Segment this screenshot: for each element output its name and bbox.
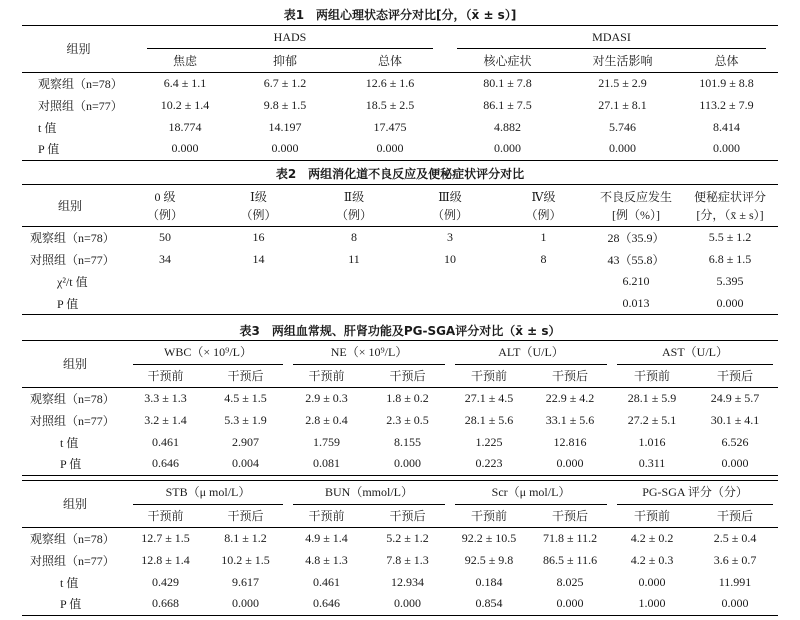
- row-label: 对照组（n=77）: [30, 413, 115, 428]
- table-cell: 1.000: [638, 596, 666, 611]
- row-label: P 值: [57, 296, 79, 311]
- pre-intervention-header: 干预前: [612, 365, 692, 387]
- table-cell: 18.5 ± 2.5: [365, 97, 415, 112]
- grade-1-unit: （例）: [240, 207, 277, 222]
- stb-label: STB（μ mol/L）: [133, 481, 283, 505]
- table-cell: 17.475: [373, 119, 407, 134]
- bun-label: BUN（mmol/L）: [293, 481, 445, 505]
- table-cell: [212, 271, 305, 293]
- mdasi-group-header: [445, 26, 778, 50]
- grade-2-unit: （例）: [335, 207, 372, 222]
- table-cell: [497, 271, 590, 293]
- table-cell: 21.5 ± 2.9: [598, 75, 647, 90]
- table-cell: 4.2 ± 0.3: [630, 552, 674, 567]
- adverse-reaction-header: [590, 185, 682, 227]
- pg-sga-label: PG-SGA 评分（分）: [617, 481, 773, 505]
- alt-group-header: [450, 341, 612, 366]
- table-cell: 0.000: [713, 141, 740, 156]
- pg-sga-group-header: [612, 481, 778, 506]
- table-row: [22, 409, 778, 431]
- scr-label: Scr（μ mol/L）: [455, 481, 607, 505]
- table-cell: 18.774: [168, 119, 202, 134]
- table-row: [22, 527, 778, 549]
- table-cell: [403, 271, 497, 293]
- table-cell: 10: [444, 252, 456, 266]
- pre-intervention-header: 干预前: [128, 505, 203, 527]
- grade-4-label: Ⅳ级: [531, 189, 556, 204]
- table-cell: 6.526: [721, 434, 749, 449]
- table-cell: 0.000: [271, 141, 299, 156]
- adverse-reaction-label: 不良反应发生: [599, 189, 672, 204]
- table-cell: 12.816: [553, 434, 587, 449]
- table-1: [22, 25, 778, 161]
- table-cell: 50: [159, 230, 171, 245]
- table-cell: 27.1 ± 4.5: [464, 390, 514, 405]
- table-row: [22, 94, 778, 116]
- table-cell: 0.311: [638, 456, 666, 471]
- table-2-body: [22, 227, 778, 315]
- row-label: 观察组（n=78）: [30, 391, 115, 406]
- table-cell: 0.000: [638, 574, 666, 589]
- table-cell: 2.3 ± 0.5: [386, 412, 429, 427]
- table-cell: 12.7 ± 1.5: [141, 530, 190, 545]
- table-3-title: 表3 两组血常规、肝肾功能及PG-SGA评分对比（x̄ ± s）: [239, 324, 561, 338]
- hads-total-header: 总体: [335, 49, 445, 72]
- table-cell: 8.1 ± 1.2: [224, 530, 267, 545]
- table-cell: 2.8 ± 0.4: [305, 412, 348, 427]
- table-cell: [403, 293, 497, 315]
- table-cell: 10.2 ± 1.5: [221, 552, 270, 567]
- row-label: 观察组（n=78）: [30, 531, 115, 546]
- table-cell: 4.9 ± 1.4: [305, 530, 348, 545]
- table-cell: 2.9 ± 0.3: [305, 390, 348, 405]
- ast-label: AST（U/L）: [617, 341, 773, 365]
- table-cell: [497, 293, 590, 315]
- table-cell: 92.2 ± 10.5: [461, 530, 517, 545]
- table-row: [22, 387, 778, 409]
- table-cell: 0.000: [394, 456, 422, 471]
- table-cell: 0.461: [313, 574, 340, 589]
- table-cell: 16: [252, 230, 265, 245]
- table-row: [22, 72, 778, 94]
- table-cell: 4.5 ± 1.5: [224, 390, 267, 405]
- table-3-part-a: [22, 340, 778, 476]
- table-2-title: 表2 两组消化道不良反应及便秘症状评分对比: [275, 167, 525, 181]
- grade-3-unit: （例）: [431, 207, 468, 222]
- post-intervention-header: 干预后: [528, 505, 612, 527]
- table-cell: 3.6 ± 0.7: [713, 552, 757, 567]
- table-cell: 2.907: [232, 434, 259, 449]
- grade-1-label: Ⅰ级: [250, 189, 267, 204]
- table-cell: 9.617: [232, 574, 259, 589]
- table-cell: 6.8 ± 1.5: [708, 252, 752, 266]
- table-cell: 101.9 ± 8.8: [699, 75, 754, 90]
- table-cell: 4.8 ± 1.3: [305, 552, 348, 567]
- table-cell: [118, 293, 212, 315]
- table-cell: 71.8 ± 11.2: [542, 530, 598, 545]
- table-row: [22, 249, 778, 271]
- table-cell: 3.3 ± 1.3: [144, 390, 187, 405]
- table-cell: 24.9 ± 5.7: [710, 390, 760, 405]
- table-cell: 12.934: [391, 574, 424, 589]
- table-cell: 0.000: [556, 456, 584, 471]
- table-cell: 0.646: [152, 456, 179, 471]
- table-cell: 28.1 ± 5.6: [464, 412, 514, 427]
- table-cell: 1.016: [638, 434, 666, 449]
- table-cell: 1.8 ± 0.2: [386, 390, 429, 405]
- table-1-title: 表1 两组心理状态评分对比[分，（x̄ ± s）]: [283, 8, 517, 22]
- row-label: 对照组（n=77）: [30, 253, 115, 267]
- table-cell: 34: [159, 252, 171, 266]
- stat-row: [22, 453, 778, 475]
- pre-intervention-header: 干预前: [128, 365, 203, 387]
- pre-intervention-header: 干预前: [450, 505, 528, 527]
- table-cell: 7.8 ± 1.3: [386, 552, 429, 567]
- stat-row: [22, 138, 778, 160]
- table-cell: 0.000: [721, 456, 749, 471]
- group-column-header: 组别: [22, 26, 135, 73]
- table-cell: 0.429: [152, 574, 179, 589]
- row-label: t 值: [60, 435, 79, 450]
- table-cell: [305, 293, 403, 315]
- grade-4-header: [497, 185, 590, 227]
- table-cell: 11.991: [718, 574, 752, 589]
- table-cell: 1.225: [475, 434, 503, 449]
- mdasi-label: MDASI: [457, 26, 766, 49]
- table-cell: 27.2 ± 5.1: [627, 412, 677, 427]
- post-intervention-header: 干预后: [365, 365, 450, 387]
- table-cell: 8.155: [394, 434, 422, 449]
- pre-intervention-header: 干预前: [288, 365, 365, 387]
- mdasi-life-impact-header: 对生活影响: [570, 49, 675, 72]
- scr-group-header: [450, 481, 612, 506]
- row-label: 观察组（n=78）: [38, 76, 123, 91]
- stat-row: [22, 293, 778, 315]
- table-cell: [118, 271, 212, 293]
- table-3-part-b: [22, 480, 778, 616]
- table-cell: 28（35.9）: [607, 231, 665, 246]
- pre-intervention-header: 干预前: [288, 505, 365, 527]
- group-column-header: 组别: [22, 341, 128, 388]
- table-cell: 0.000: [721, 596, 749, 611]
- table-cell: 0.000: [376, 141, 404, 156]
- table-cell: 0.668: [152, 596, 179, 611]
- table-cell: 6.210: [622, 274, 650, 288]
- post-intervention-header: 干预后: [203, 365, 288, 387]
- grade-3-header: [403, 185, 497, 227]
- table-row: [22, 549, 778, 571]
- table-cell: [212, 293, 305, 315]
- constipation-score-header: [682, 185, 778, 227]
- table-cell: 92.5 ± 9.8: [464, 552, 514, 567]
- table-cell: 8: [351, 230, 357, 245]
- table-cell: 0.081: [313, 456, 341, 471]
- table-cell: 0.000: [171, 141, 199, 156]
- table-cell: 6.7 ± 1.2: [263, 75, 307, 90]
- stat-row: [22, 431, 778, 453]
- table-cell: 0.000: [394, 596, 421, 611]
- adverse-reaction-unit: [例（%）]: [612, 207, 660, 222]
- bun-group-header: [288, 481, 450, 506]
- grade-2-label: Ⅱ级: [343, 189, 365, 204]
- alt-label: ALT（U/L）: [455, 341, 607, 365]
- table-cell: [305, 271, 403, 293]
- stat-row: [22, 571, 778, 593]
- constipation-score-unit: [分，（x̄ ± s）]: [696, 207, 764, 222]
- grade-0-unit: （例）: [146, 207, 183, 222]
- row-label: t 值: [38, 120, 57, 135]
- table-cell: 1.759: [313, 434, 341, 449]
- hads-anxiety-header: 焦虑: [135, 49, 235, 72]
- grade-2-header: [305, 185, 403, 227]
- table-cell: 0.004: [232, 456, 259, 471]
- table-cell: 5.5 ± 1.2: [708, 230, 752, 245]
- table-cell: 12.8 ± 1.4: [141, 552, 190, 567]
- post-intervention-header: 干预后: [528, 365, 612, 387]
- table-cell: 8.414: [713, 119, 740, 134]
- table-1-body: [22, 72, 778, 160]
- row-label: 对照组（n=77）: [38, 98, 123, 113]
- table-cell: 14.197: [268, 119, 302, 134]
- table-cell: 5.746: [609, 119, 636, 134]
- ast-group-header: [612, 341, 778, 366]
- hads-depression-header: 抑郁: [235, 49, 335, 72]
- hads-label: HADS: [147, 26, 433, 49]
- table-cell: 80.1 ± 7.8: [483, 75, 532, 90]
- row-label: 观察组（n=78）: [30, 231, 115, 246]
- table-cell: 4.2 ± 0.2: [630, 530, 674, 545]
- grade-0-label: 0 级: [154, 189, 176, 204]
- table-cell: 0.184: [475, 574, 503, 589]
- row-label: 对照组（n=77）: [30, 553, 115, 568]
- row-label: P 值: [38, 142, 60, 157]
- hads-group-header: [135, 26, 445, 50]
- table-3-part-b-body: [22, 527, 778, 615]
- table-cell: 3: [447, 230, 453, 245]
- constipation-score-label: 便秘症状评分: [693, 189, 766, 204]
- table-cell: 11: [348, 252, 360, 266]
- table-cell: 8: [540, 252, 547, 266]
- table-cell: 12.6 ± 1.6: [365, 75, 415, 90]
- table-cell: 3.2 ± 1.4: [144, 412, 187, 427]
- table-cell: 1: [540, 230, 547, 245]
- table-cell: 8.025: [556, 574, 584, 589]
- table-cell: 0.000: [556, 596, 584, 611]
- table-cell: 43（55.8）: [607, 253, 665, 267]
- stat-row: [22, 593, 778, 615]
- table-cell: 0.854: [475, 596, 503, 611]
- post-intervention-header: 干预后: [203, 505, 288, 527]
- grade-1-header: [212, 185, 305, 227]
- table-cell: 5.2 ± 1.2: [386, 530, 429, 545]
- grade-4-unit: （例）: [525, 207, 562, 222]
- wbc-label: WBC（× 10⁹/L）: [133, 341, 283, 365]
- table-cell: 0.000: [232, 596, 259, 611]
- wbc-group-header: [128, 341, 288, 366]
- table-cell: 9.8 ± 1.5: [263, 97, 307, 112]
- table-cell: 2.5 ± 0.4: [713, 530, 757, 545]
- table-cell: 28.1 ± 5.9: [627, 390, 677, 405]
- table-cell: 10.2 ± 1.4: [160, 97, 210, 112]
- table-cell: 14: [252, 252, 265, 266]
- post-intervention-header: 干预后: [692, 505, 778, 527]
- ne-label: NE（× 10⁹/L）: [293, 341, 445, 365]
- table-cell: 5.3 ± 1.9: [224, 412, 267, 427]
- table-cell: 0.013: [622, 295, 650, 310]
- table-cell: 0.461: [152, 434, 179, 449]
- table-cell: 6.4 ± 1.1: [163, 75, 207, 90]
- table-cell: 33.1 ± 5.6: [545, 412, 595, 427]
- table-cell: 0.000: [609, 141, 636, 156]
- grade-0-header: [118, 185, 212, 227]
- pre-intervention-header: 干预前: [450, 365, 528, 387]
- table-cell: 5.395: [716, 274, 744, 288]
- table-cell: 86.1 ± 7.5: [483, 97, 532, 112]
- table-cell: 27.1 ± 8.1: [598, 97, 647, 112]
- table-cell: 113.2 ± 7.9: [699, 97, 754, 112]
- table-row: [22, 227, 778, 249]
- ne-group-header: [288, 341, 450, 366]
- table-2: [22, 184, 778, 315]
- table-cell: 0.223: [475, 456, 503, 471]
- post-intervention-header: 干预后: [365, 505, 450, 527]
- mdasi-total-header: 总体: [675, 49, 778, 72]
- row-label: t 值: [60, 575, 79, 590]
- stb-group-header: [128, 481, 288, 506]
- row-label: P 值: [60, 457, 82, 472]
- post-intervention-header: 干预后: [692, 365, 778, 387]
- stat-row: [22, 116, 778, 138]
- mdasi-core-symptoms-header: 核心症状: [445, 49, 570, 72]
- table-cell: 0.000: [494, 141, 521, 156]
- table-cell: 0.000: [716, 295, 744, 310]
- group-column-header: 组别: [22, 185, 118, 227]
- pre-intervention-header: 干预前: [612, 505, 692, 527]
- table-cell: 30.1 ± 4.1: [710, 412, 760, 427]
- stat-row: [22, 271, 778, 293]
- grade-3-label: Ⅲ级: [438, 189, 462, 204]
- row-label: P 值: [60, 597, 82, 612]
- table-3-part-a-body: [22, 387, 778, 475]
- table-cell: 86.5 ± 11.6: [542, 552, 598, 567]
- row-label: χ²/t 值: [57, 275, 88, 289]
- group-column-header: 组别: [22, 481, 128, 528]
- table-cell: 22.9 ± 4.2: [545, 390, 595, 405]
- table-cell: 0.646: [313, 596, 340, 611]
- table-cell: 4.882: [494, 119, 521, 134]
